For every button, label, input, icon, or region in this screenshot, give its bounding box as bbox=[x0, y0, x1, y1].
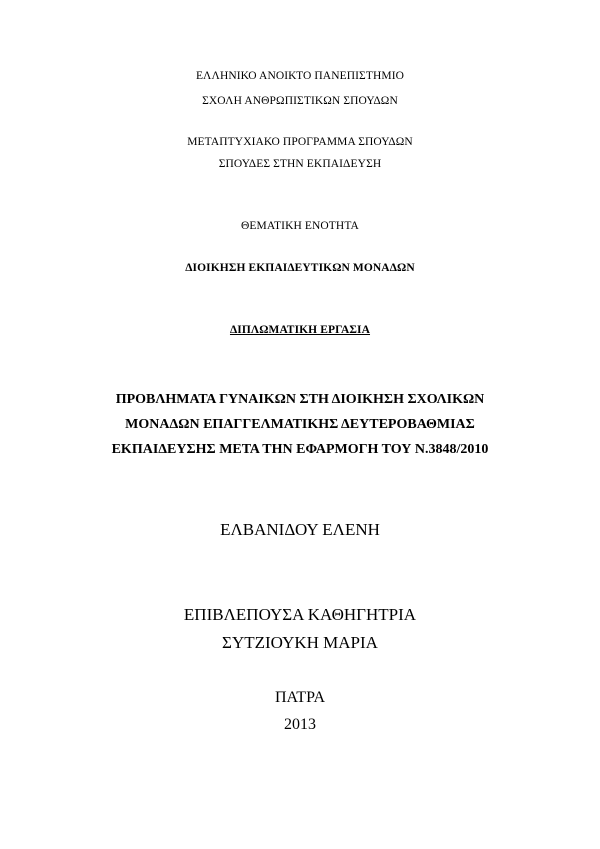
thesis-title-line-2: ΜΟΝΑΔΩΝ ΕΠΑΓΓΕΛΜΑΤΙΚΗΣ ΔΕΥΤΕΡΟΒΑΘΜΙΑΣ bbox=[125, 417, 475, 432]
university-name: ΕΛΛΗΝΙΚΟ ΑΝΟΙΚΤΟ ΠΑΝΕΠΙΣΤΗΜΙΟ bbox=[195, 70, 405, 82]
program-label: ΜΕΤΑΠΤΥΧΙΑΚΟ ΠΡΟΓΡΑΜΜΑ ΣΠΟΥΔΩΝ bbox=[187, 136, 413, 148]
author-name: ΕΛΒΑΝΙΔΟΥ ΕΛΕΝΗ bbox=[220, 520, 380, 539]
school-name: ΣΧΟΛΗ ΑΝΘΡΩΠΙΣΤΙΚΩΝ ΣΠΟΥΔΩΝ bbox=[202, 95, 398, 107]
module-name: ΔΙΟΙΚΗΣΗ ΕΚΠΑΙΔΕΥΤΙΚΩΝ ΜΟΝΑΔΩΝ bbox=[185, 262, 415, 274]
document-type: ΔΙΠΛΩΜΑΤΙΚΗ ΕΡΓΑΣΙΑ bbox=[229, 324, 371, 336]
year: 2013 bbox=[284, 716, 316, 733]
thesis-title-line-1: ΠΡΟΒΛΗΜΑΤΑ ΓΥΝΑΙΚΩΝ ΣΤΗ ΔΙΟΙΚΗΣΗ ΣΧΟΛΙΚΩΝ bbox=[115, 392, 485, 407]
thesis-title-line-3: ΕΚΠΑΙΔΕΥΣΗΣ ΜΕΤΑ ΤΗΝ ΕΦΑΡΜΟΓΗ ΤΟΥ Ν.3848/2010 bbox=[111, 442, 489, 457]
supervisor-name: ΣΥΤΖΙΟΥΚΗ ΜΑΡΙΑ bbox=[222, 633, 378, 652]
supervisor-label: ΕΠΙΒΛΕΠΟΥΣΑ ΚΑΘΗΓΗΤΡΙΑ bbox=[183, 605, 417, 624]
place: ΠΑΤΡΑ bbox=[274, 689, 326, 706]
program-name: ΣΠΟΥΔΕΣ ΣΤΗΝ ΕΚΠΑΙΔΕΥΣΗ bbox=[218, 158, 382, 170]
module-label: ΘΕΜΑΤΙΚΗ ΕΝΟΤΗΤΑ bbox=[241, 220, 359, 232]
